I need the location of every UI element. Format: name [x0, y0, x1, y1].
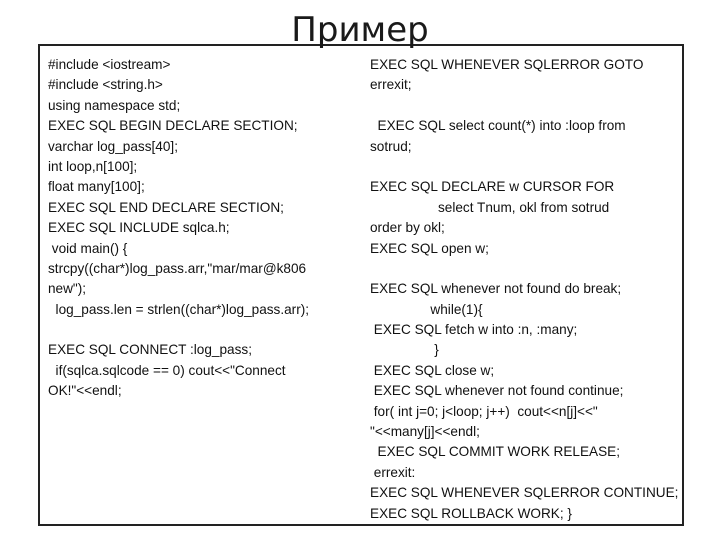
code-line: EXEC SQL whenever not found continue;: [370, 383, 624, 399]
code-line: EXEC SQL WHENEVER SQLERROR CONTINUE;: [370, 485, 679, 501]
code-line: select Tnum, okl from sotrud: [370, 199, 610, 215]
code-line: EXEC SQL close w;: [370, 362, 495, 378]
code-line: strcpy((char*)log_pass.arr,"mar/mar@k806: [48, 260, 307, 276]
code-column-right: [370, 55, 678, 524]
code-line: [48, 320, 309, 340]
code-line: while(1){: [370, 301, 483, 317]
code-line: EXEC SQL DECLARE w CURSOR FOR: [370, 179, 615, 195]
code-column-left: [48, 55, 309, 402]
code-line: EXEC SQL WHENEVER SQLERROR GOTO: [370, 57, 644, 72]
slide-title: Пример: [291, 10, 429, 50]
code-line: EXEC SQL CONNECT :log_pass;: [48, 342, 252, 358]
code-line: void main() {: [48, 240, 128, 256]
code-line: "<<many[j]<<endl;: [370, 424, 480, 440]
code-line: EXEC SQL COMMIT WORK RELEASE;: [370, 444, 621, 460]
code-line: [370, 259, 678, 279]
code-line: order by okl;: [370, 220, 445, 236]
code-line: for( int j=0; j<loop; j++) cout<<n[j]<<": [370, 403, 598, 419]
code-line: new");: [48, 281, 87, 297]
code-line: EXEC SQL END DECLARE SECTION;: [48, 199, 284, 215]
code-box: [38, 44, 684, 526]
code-line: EXEC SQL fetch w into :n, :many;: [370, 322, 578, 338]
code-line: log_pass.len = strlen((char*)log_pass.arr);: [48, 301, 310, 317]
code-line: errexit:: [370, 464, 416, 480]
code-line: int loop,n[100];: [48, 158, 138, 174]
code-line: [370, 157, 678, 177]
code-line: OK!"<<endl;: [48, 383, 122, 399]
code-line: #include <string.h>: [48, 77, 163, 93]
code-line: if(sqlca.sqlcode == 0) cout<<"Connect: [48, 362, 286, 378]
code-line: using namespace std;: [48, 97, 181, 113]
code-line: sotrud;: [370, 138, 412, 154]
code-line: }: [370, 342, 439, 358]
code-line: float many[100];: [48, 179, 145, 195]
code-line: errexit;: [370, 77, 412, 93]
code-line: [370, 96, 678, 116]
code-line: EXEC SQL select count(*) into :loop from: [370, 118, 626, 134]
code-line: EXEC SQL ROLLBACK WORK; }: [370, 505, 572, 521]
code-line: #include <iostream>: [48, 57, 171, 72]
code-line: EXEC SQL INCLUDE sqlca.h;: [48, 220, 230, 236]
code-line: EXEC SQL BEGIN DECLARE SECTION;: [48, 118, 298, 134]
code-line: EXEC SQL open w;: [370, 240, 489, 256]
code-line: varchar log_pass[40];: [48, 138, 178, 154]
code-line: EXEC SQL whenever not found do break;: [370, 281, 622, 297]
